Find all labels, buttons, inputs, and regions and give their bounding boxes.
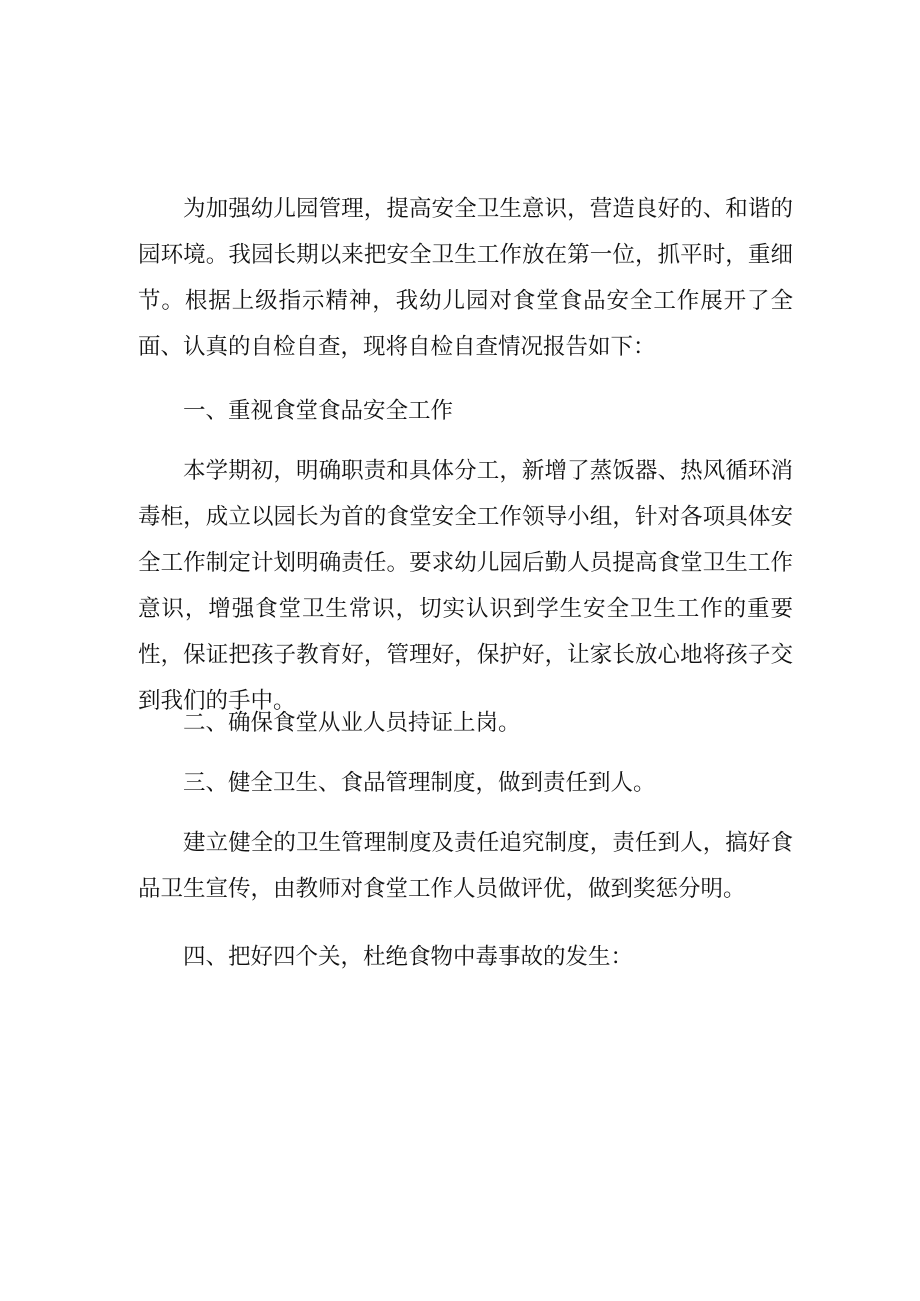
section-2-heading: 二、确保食堂从业人员持证上岗。 [183, 710, 521, 736]
section-4-heading: 四、把好四个关，杜绝食物中毒事故的发生： [183, 944, 634, 970]
intro-paragraph: 为加强幼儿园管理，提高安全卫生意识，营造良好的、和谐的园环境。我园长期以来把安全卫生工作放在第一位，抓平时，重细节。根据上级指示精神，我幼儿园对食堂食品安全工作展开了全面、认真的自检自查，现将自检自查情况报告如下： [138, 196, 793, 360]
section-3-paragraph: 建立健全的卫生管理制度及责任追究制度，责任到人，搞好食品卫生宣传，由教师对食堂工作人员做评优，做到奖惩分明。 [138, 830, 793, 902]
section-1-heading: 一、重视食堂食品安全工作 [183, 398, 454, 424]
section-3-heading: 三、健全卫生、食品管理制度，做到责任到人。 [183, 770, 656, 796]
section-1-paragraph: 本学期初，明确职责和具体分工，新增了蒸饭器、热风循环消毒柜，成立以园长为首的食堂安全工作领导小组，针对各项具体安全工作制定计划明确责任。要求幼儿园后勤人员提高食堂卫生工作意识，增强食堂卫生常识，切实认识到学生安全卫生工作的重要性，保证把孩子教育好，管理好，保护好，让家长放心地将孩子交到我们的手中。 [138, 458, 793, 714]
